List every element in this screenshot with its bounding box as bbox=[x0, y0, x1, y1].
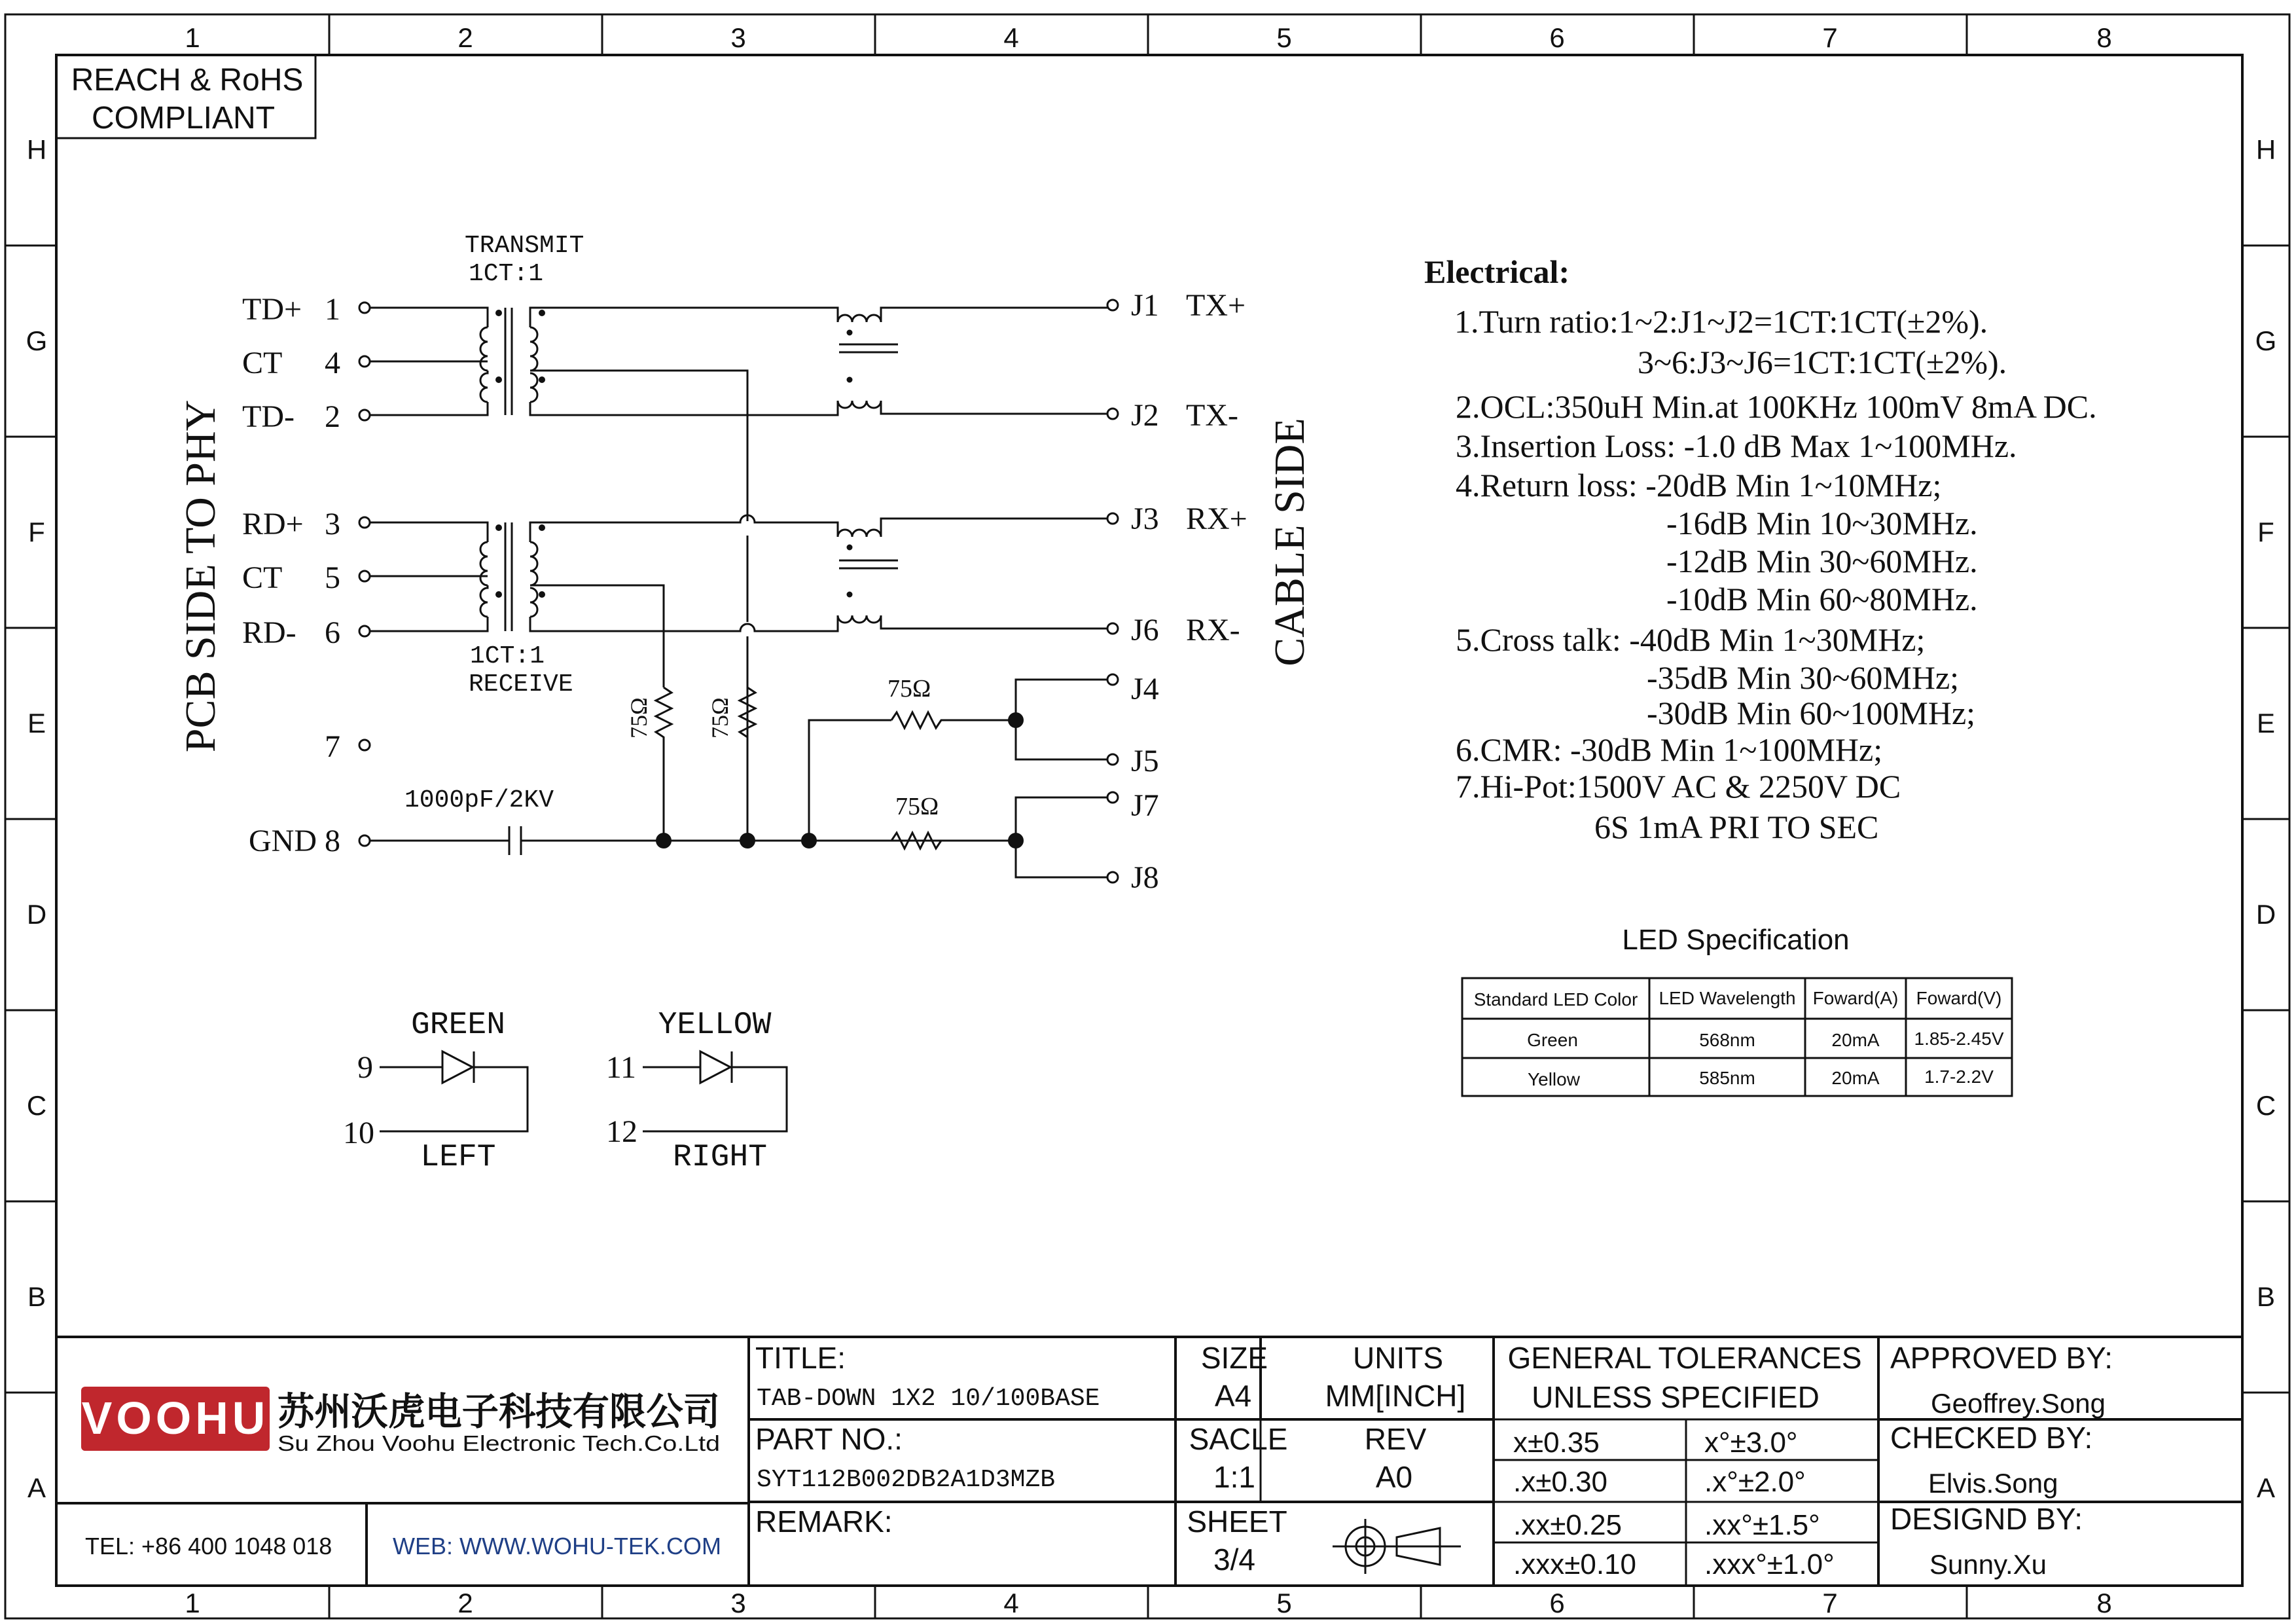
rev-value: A0 bbox=[1375, 1460, 1413, 1494]
zone-row-label: A bbox=[2256, 1472, 2276, 1503]
pin-rx-plus: RX+ bbox=[1186, 501, 1247, 536]
checked-label: CHECKED BY: bbox=[1890, 1421, 2093, 1455]
spec-line: 3~6:J3~J6=1CT:1CT(±2%). bbox=[1638, 344, 2007, 380]
tolerance-angular: .x°±2.0° bbox=[1704, 1466, 1806, 1498]
pin-signal-ct-rx: CT bbox=[242, 560, 283, 595]
led-yellow-circuit bbox=[643, 1067, 787, 1131]
electrical-heading: Electrical: bbox=[1424, 253, 1570, 290]
capacitor-label: 1000pF/2KV bbox=[404, 786, 554, 814]
zone-col-label: 4 bbox=[1003, 1588, 1019, 1618]
led-spec-header: Standard LED Color bbox=[1473, 989, 1638, 1010]
tolerance-heading: GENERAL TOLERANCES bbox=[1507, 1341, 1862, 1375]
zone-col-label: 2 bbox=[457, 1588, 473, 1618]
zone-col-label: 3 bbox=[730, 22, 746, 53]
title-value: TAB-DOWN 1X2 10/100BASE bbox=[757, 1385, 1100, 1413]
pin-pad bbox=[359, 356, 370, 367]
led-green-diode bbox=[442, 1051, 474, 1083]
led-color-green: GREEN bbox=[410, 1008, 506, 1043]
rx-primary-coil bbox=[480, 542, 488, 617]
zone-col-label: 4 bbox=[1003, 22, 1019, 53]
zone-col-label: 1 bbox=[185, 22, 200, 53]
resistor-label-upper: 75Ω bbox=[888, 675, 931, 702]
size-value: A4 bbox=[1214, 1379, 1252, 1413]
pin-j8: J8 bbox=[1131, 860, 1159, 895]
zone-row-label: A bbox=[27, 1472, 46, 1503]
pin-pad bbox=[359, 740, 370, 750]
led-spec-cell: 568nm bbox=[1699, 1030, 1755, 1050]
cable-side-label: CABLE SIDE bbox=[1266, 418, 1314, 666]
units-value: MM[INCH] bbox=[1325, 1379, 1466, 1413]
tx-choke-bottom bbox=[838, 401, 1107, 414]
company-name-cn: 苏州沃虎电子科技有限公司 bbox=[278, 1391, 720, 1433]
tx-choke-top bbox=[838, 308, 1107, 322]
size-label: SIZE bbox=[1200, 1341, 1268, 1375]
remark-label: REMARK: bbox=[755, 1504, 893, 1539]
company-name-en: Su Zhou Voohu Electronic Tech.Co.Ltd bbox=[278, 1431, 720, 1455]
led-pin-12: 12 bbox=[606, 1114, 637, 1149]
spec-line: 5.Cross talk: -40dB Min 1~30MHz; bbox=[1456, 621, 1926, 658]
spec-line: 4.Return loss: -20dB Min 1~10MHz; bbox=[1456, 467, 1942, 503]
led-spec-cell: Yellow bbox=[1528, 1069, 1580, 1089]
zone-row-label: C bbox=[2255, 1090, 2276, 1121]
led-yellow-diode bbox=[700, 1051, 732, 1083]
pin-num-1: 1 bbox=[325, 292, 340, 327]
zone-row-label: F bbox=[2257, 517, 2274, 547]
zone-col-label: 7 bbox=[1822, 1588, 1838, 1618]
rev-label: REV bbox=[1364, 1422, 1427, 1456]
zone-row-label: G bbox=[26, 325, 48, 356]
zone-col-label: 2 bbox=[457, 22, 473, 53]
zone-col-label: 5 bbox=[1276, 1588, 1292, 1618]
compliance-badge bbox=[71, 63, 304, 136]
designed-value: Sunny.Xu bbox=[1929, 1549, 2047, 1580]
pin-pad bbox=[359, 571, 370, 581]
transmit-ratio: 1CT:1 bbox=[469, 260, 544, 288]
spec-line: 2.OCL:350uH Min.at 100KHz 100mV 8mA DC. bbox=[1456, 388, 2097, 425]
wire bbox=[370, 308, 488, 415]
led-spec-header: LED Wavelength bbox=[1659, 988, 1796, 1008]
tolerance-angular: .xx°±1.5° bbox=[1704, 1509, 1820, 1541]
led-spec-header: Foward(A) bbox=[1812, 988, 1899, 1008]
pin-rx-minus: RX- bbox=[1186, 613, 1240, 647]
pin-j7: J7 bbox=[1131, 788, 1159, 823]
led-spec-cell: 20mA bbox=[1831, 1030, 1880, 1050]
brand-logo-text: VOOHU bbox=[81, 1393, 270, 1444]
zone-col-label: 6 bbox=[1549, 1588, 1565, 1618]
zone-row-label: E bbox=[27, 708, 46, 739]
tolerance-heading: UNLESS SPECIFIED bbox=[1532, 1380, 1820, 1414]
pcb-side-label: PCB SIDE TO PHY bbox=[177, 399, 224, 753]
led-spec-cell: 1.7-2.2V bbox=[1924, 1067, 1994, 1087]
pin-pad bbox=[1107, 409, 1118, 419]
sheet-value: 3/4 bbox=[1213, 1542, 1255, 1577]
wire bbox=[530, 515, 838, 631]
pin-num-3: 3 bbox=[325, 507, 340, 541]
pin-pad bbox=[359, 835, 370, 846]
wire bbox=[530, 371, 747, 841]
tolerance-angular: .xxx°±1.0° bbox=[1704, 1548, 1835, 1580]
pin-pad bbox=[1107, 513, 1118, 524]
tolerance-linear: .xxx±0.10 bbox=[1513, 1548, 1637, 1580]
compliance-line: COMPLIANT bbox=[91, 101, 276, 136]
pin-num-5: 5 bbox=[325, 560, 340, 595]
resistor-horizontal-1 bbox=[891, 712, 1014, 728]
scale-label: SACLE bbox=[1189, 1422, 1288, 1456]
resistor-label-lower: 75Ω bbox=[895, 793, 939, 820]
pin-pad bbox=[359, 626, 370, 636]
pin-pad bbox=[359, 517, 370, 528]
led-color-yellow: YELLOW bbox=[658, 1008, 772, 1043]
led-position-left: LEFT bbox=[420, 1140, 496, 1175]
title-label: TITLE: bbox=[755, 1341, 846, 1375]
approved-value: Geoffrey.Song bbox=[1931, 1388, 2106, 1419]
zone-col-label: 8 bbox=[2096, 22, 2112, 53]
pin-j4: J4 bbox=[1131, 672, 1159, 706]
pin-tx-minus: TX- bbox=[1186, 398, 1238, 433]
spec-line: -12dB Min 30~60MHz. bbox=[1666, 543, 1978, 579]
units-label: UNITS bbox=[1353, 1341, 1443, 1375]
wire bbox=[1016, 680, 1107, 759]
zone-row-label: G bbox=[2255, 325, 2277, 356]
spec-line: -30dB Min 60~100MHz; bbox=[1647, 695, 1976, 731]
pin-signal-ct-tx: CT bbox=[242, 346, 283, 380]
pin-signal-rd-plus: RD+ bbox=[242, 507, 304, 541]
zone-row-label: D bbox=[2255, 899, 2276, 930]
led-spec-cell: 20mA bbox=[1831, 1068, 1880, 1088]
wire bbox=[1016, 797, 1107, 877]
tx-primary-coil bbox=[480, 327, 488, 402]
pin-num-6: 6 bbox=[325, 615, 340, 650]
pin-num-2: 2 bbox=[325, 399, 340, 434]
pin-j6: J6 bbox=[1131, 613, 1159, 647]
web: WEB: WWW.WOHU-TEK.COM bbox=[393, 1533, 721, 1559]
checked-value: Elvis.Song bbox=[1928, 1468, 2058, 1499]
spec-line: -16dB Min 10~30MHz. bbox=[1666, 505, 1978, 541]
zone-col-label: 1 bbox=[185, 1588, 200, 1618]
tolerance-angular: x°±3.0° bbox=[1704, 1427, 1798, 1459]
pin-j2: J2 bbox=[1131, 398, 1159, 433]
pin-signal-td-minus: TD- bbox=[242, 399, 295, 434]
zone-col-label: 8 bbox=[2096, 1588, 2112, 1618]
pin-pad bbox=[1107, 872, 1118, 883]
zone-row-label: E bbox=[2256, 708, 2276, 739]
zone-row-label: B bbox=[2256, 1281, 2276, 1312]
tolerance-linear: .xx±0.25 bbox=[1513, 1509, 1623, 1541]
led-spec-header: Foward(V) bbox=[1916, 988, 2002, 1008]
led-spec-title: LED Specification bbox=[1622, 924, 1850, 956]
spec-line: 7.Hi-Pot:1500V AC & 2250V DC bbox=[1456, 768, 1901, 805]
sheet-label: SHEET bbox=[1187, 1504, 1287, 1539]
part-label: PART NO.: bbox=[755, 1422, 903, 1456]
spec-line: 6.CMR: -30dB Min 1~100MHz; bbox=[1456, 731, 1883, 768]
zone-row-label: H bbox=[2255, 134, 2276, 165]
electrical-spec bbox=[1424, 253, 2097, 845]
pin-pad bbox=[1107, 792, 1118, 803]
led-pin-10: 10 bbox=[343, 1116, 374, 1150]
led-spec-table bbox=[1462, 924, 2012, 1096]
zone-row-label: C bbox=[26, 1090, 47, 1121]
pin-pad bbox=[1107, 300, 1118, 310]
zone-col-label: 3 bbox=[730, 1588, 746, 1618]
spec-line: 6S 1mA PRI TO SEC bbox=[1594, 809, 1879, 845]
pin-j5: J5 bbox=[1131, 744, 1159, 778]
spec-line: 1.Turn ratio:1~2:J1~J2=1CT:1CT(±2%). bbox=[1454, 303, 1988, 340]
pin-j1: J1 bbox=[1131, 288, 1159, 323]
tolerance-linear: x±0.35 bbox=[1513, 1427, 1600, 1459]
pin-signal-rd-minus: RD- bbox=[242, 615, 296, 650]
pin-pad bbox=[1107, 674, 1118, 685]
compliance-line: REACH & RoHS bbox=[71, 63, 304, 98]
led-pin-11: 11 bbox=[605, 1050, 636, 1085]
pin-j3: J3 bbox=[1131, 501, 1159, 536]
receive-label: RECEIVE bbox=[469, 670, 573, 699]
schematic bbox=[177, 232, 1314, 1175]
tx-secondary-coil bbox=[530, 327, 537, 402]
pin-signal-gnd: GND bbox=[249, 824, 317, 858]
spec-line: -35dB Min 30~60MHz; bbox=[1647, 659, 1960, 696]
resistor-label-v2: 75Ω bbox=[707, 697, 733, 739]
led-spec-cell: Green bbox=[1527, 1030, 1578, 1050]
zone-row-label: H bbox=[26, 134, 47, 165]
rx-choke-top bbox=[838, 519, 1107, 537]
pin-pad bbox=[1107, 754, 1118, 765]
resistor-vertical-1 bbox=[656, 687, 672, 841]
led-spec-cell: 1.85-2.45V bbox=[1914, 1029, 2004, 1049]
pin-num-4: 4 bbox=[325, 346, 340, 380]
rx-choke-bottom bbox=[838, 615, 1107, 629]
tolerance-linear: .x±0.30 bbox=[1513, 1466, 1608, 1498]
tel: TEL: +86 400 1048 018 bbox=[85, 1533, 332, 1559]
zone-row-label: B bbox=[27, 1281, 46, 1312]
junction-dots bbox=[495, 310, 1024, 848]
spec-line: 3.Insertion Loss: -1.0 dB Max 1~100MHz. bbox=[1456, 428, 2017, 464]
pin-num-8: 8 bbox=[325, 824, 340, 858]
part-value: SYT112B002DB2A1D3MZB bbox=[757, 1466, 1056, 1494]
led-spec-cell: 585nm bbox=[1699, 1068, 1755, 1088]
transmit-label: TRANSMIT bbox=[465, 232, 584, 260]
scale-value: 1:1 bbox=[1213, 1460, 1255, 1494]
receive-ratio: 1CT:1 bbox=[470, 642, 545, 670]
title-block bbox=[56, 1337, 2242, 1586]
wire bbox=[809, 720, 891, 841]
pin-tx-plus: TX+ bbox=[1186, 288, 1246, 323]
pin-num-7: 7 bbox=[325, 729, 340, 764]
zone-col-label: 6 bbox=[1549, 22, 1565, 53]
zone-col-label: 7 bbox=[1822, 22, 1838, 53]
rx-secondary-coil bbox=[530, 542, 537, 617]
zone-row-label: D bbox=[26, 899, 47, 930]
led-position-right: RIGHT bbox=[672, 1140, 768, 1175]
zone-col-label: 5 bbox=[1276, 22, 1292, 53]
wire bbox=[370, 522, 488, 631]
approved-label: APPROVED BY: bbox=[1890, 1341, 2113, 1375]
zone-row-label: F bbox=[28, 517, 45, 547]
pin-signal-td-plus: TD+ bbox=[242, 292, 302, 327]
pin-pad bbox=[1107, 623, 1118, 634]
resistor-label-v1: 75Ω bbox=[626, 697, 652, 739]
pin-pad bbox=[359, 410, 370, 420]
designed-label: DESIGND BY: bbox=[1890, 1502, 2083, 1536]
pin-pad bbox=[359, 302, 370, 313]
wire bbox=[530, 308, 838, 415]
led-pin-9: 9 bbox=[357, 1050, 373, 1085]
spec-line: -10dB Min 60~80MHz. bbox=[1666, 581, 1978, 617]
projection-symbol-icon bbox=[1333, 1519, 1461, 1574]
